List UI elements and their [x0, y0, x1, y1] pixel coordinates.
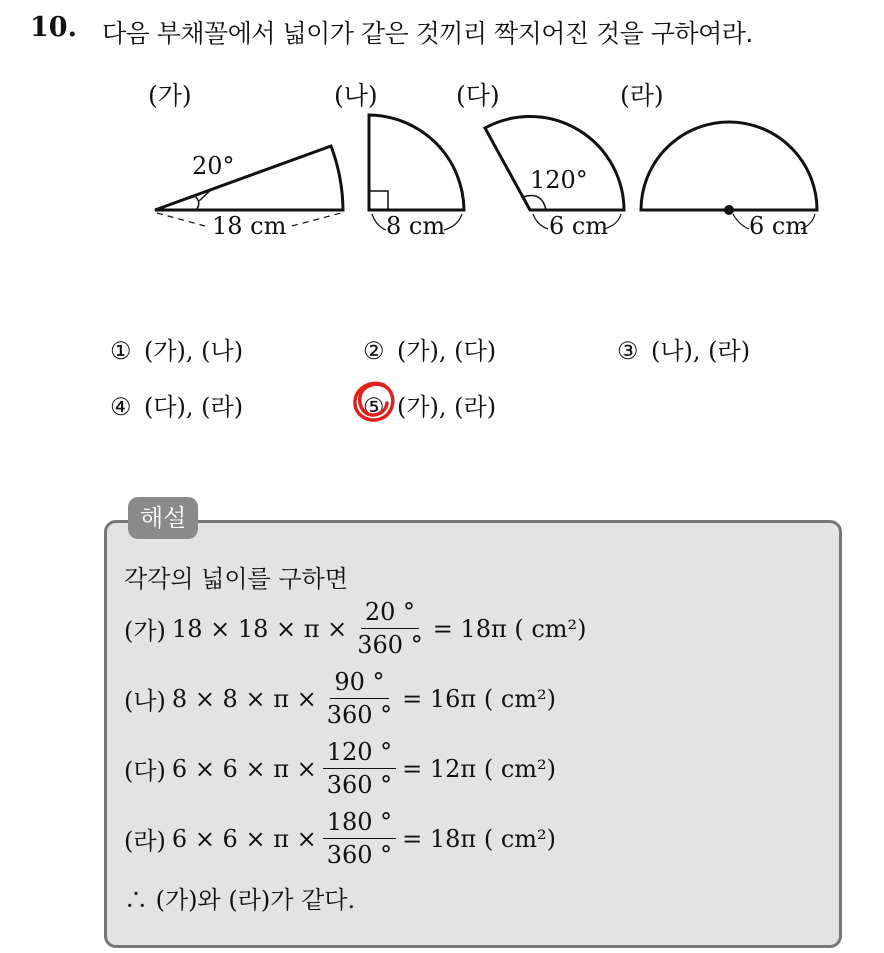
choice-4[interactable]	[110, 387, 243, 422]
figure-length-ra: 6 cm	[749, 212, 809, 240]
solution-row-result: = 18π ( cm²)	[432, 614, 587, 643]
choice-4-number: ④	[110, 393, 132, 421]
question-text: 다음 부채꼴에서 넓이가 같은 것끼리 짝지어진 것을 구하여라.	[102, 19, 753, 48]
figure-length-na: 8 cm	[386, 212, 446, 240]
choice-3-number: ③	[617, 337, 639, 365]
figure-label-ra: (라)	[620, 81, 664, 110]
figure-label-na: (나)	[334, 81, 378, 110]
fraction	[323, 808, 396, 869]
figure-angle-ga: 20°	[192, 152, 235, 180]
figure-label-ga: (가)	[148, 81, 192, 110]
figure-length-ga: 18 cm	[212, 212, 287, 240]
choice-3-text: (나), (라)	[651, 337, 751, 365]
choice-4-text: (다), (라)	[144, 393, 244, 421]
figure-label-da: (다)	[456, 81, 500, 110]
solution-row-ga	[124, 598, 587, 659]
fraction-denominator: 360 °	[326, 701, 393, 729]
fraction	[353, 598, 426, 659]
solution-row-expr: 6 × 6 × π ×	[171, 824, 317, 853]
choice-5-number: ⑤	[363, 393, 385, 421]
solution-row-result: = 16π ( cm²)	[402, 684, 557, 713]
choice-2-text: (가), (다)	[397, 337, 497, 365]
fraction	[323, 668, 396, 729]
fraction-numerator: 180 °	[323, 808, 396, 839]
fraction-numerator: 120 °	[323, 738, 396, 769]
choice-1-number: ①	[110, 337, 132, 365]
solution-row-expr: 6 × 6 × π ×	[171, 754, 317, 783]
fraction-numerator: 20 °	[361, 598, 419, 629]
fraction-denominator: 360 °	[326, 841, 393, 869]
choice-5-text: (가), (라)	[397, 393, 497, 421]
solution-row-da	[124, 738, 556, 799]
solution-row-label: (가)	[124, 617, 166, 645]
solution-tag: 해설	[128, 497, 198, 539]
fraction-numerator: 90 °	[330, 668, 388, 699]
solution-row-label: (라)	[124, 827, 166, 855]
solution-conclusion: ∴ (가)와 (라)가 같다.	[124, 886, 356, 914]
solution-row-result: = 18π ( cm²)	[402, 824, 557, 853]
choice-2-number: ②	[363, 337, 385, 365]
choice-2[interactable]	[363, 331, 496, 366]
solution-intro: 각각의 넓이를 구하면	[124, 565, 348, 593]
fraction	[323, 738, 396, 799]
figure-angle-da: 120°	[530, 166, 588, 194]
question-number: 10.	[30, 12, 77, 43]
solution-row-label: (다)	[124, 757, 166, 785]
choice-3[interactable]	[617, 331, 750, 366]
figure-length-da: 6 cm	[549, 212, 609, 240]
solution-row-expr: 18 × 18 × π ×	[171, 614, 348, 643]
solution-row-na	[124, 668, 556, 729]
solution-row-result: = 12π ( cm²)	[402, 754, 557, 783]
answer-mark-circle	[350, 377, 402, 427]
solution-row-label: (나)	[124, 687, 166, 715]
choice-1-text: (가), (나)	[144, 337, 244, 365]
choice-1[interactable]	[110, 331, 243, 366]
sector-figures	[0, 70, 884, 260]
fraction-denominator: 360 °	[357, 631, 423, 659]
solution-row-ra	[124, 808, 556, 869]
solution-row-expr: 8 × 8 × π ×	[171, 684, 317, 713]
fraction-denominator: 360 °	[326, 771, 393, 799]
